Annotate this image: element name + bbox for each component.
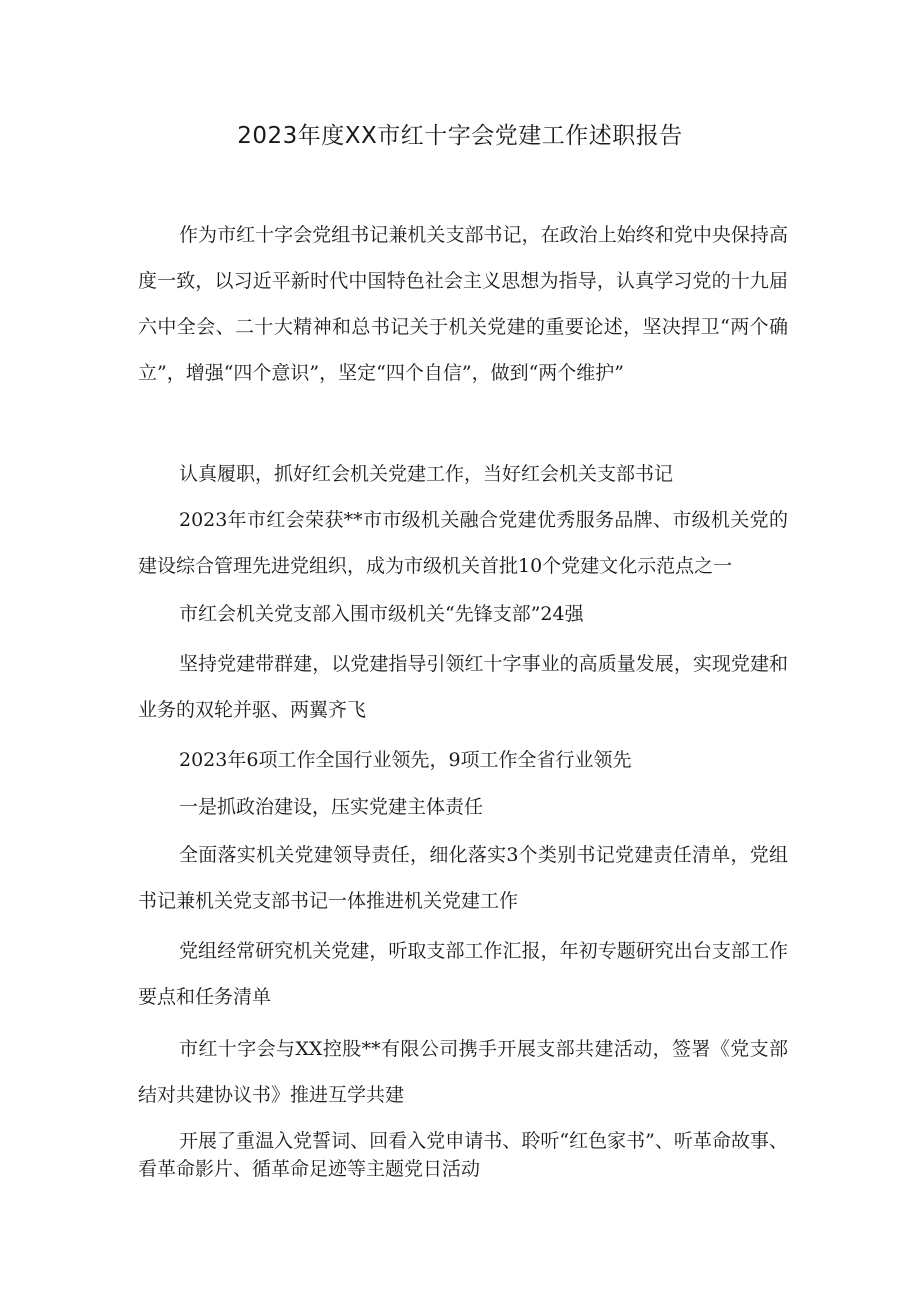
paragraph-4: 市红会机关党支部入围市级机关“先锋支部”24强 — [179, 603, 584, 625]
paragraph-3: 2023年市红会荣获**市市级机关融合党建优秀服务品牌、市级机关党的建设综合管理先进党组织，成为市级机关首批10个党建文化示范点之一 — [138, 509, 788, 577]
paragraph-2: 认真履职，抓好红会机关党建工作，当好红会机关支部书记 — [179, 463, 674, 485]
paragraph-7: 全面落实机关党建领导责任，细化落实3个类别书记党建责任清单，党组书记兼机关党支部书记一体推进机关党建工作 — [138, 844, 788, 912]
document-title: 2023年度XX市红十字会党建工作述职报告 — [237, 123, 683, 149]
section-heading-1: 一是抓政治建设，压实党建主体责任 — [179, 796, 484, 818]
paragraph-9: 市红十字会与XX控股**有限公司携手开展支部共建活动，签署《党支部结对共建协议书》推进互学共建 — [138, 1038, 788, 1106]
paragraph-1: 作为市红十字会党组书记兼机关支部书记，在政治上始终和党中央保持高度一致，以习近平新时代中国特色社会主义思想为指导，认真学习党的十九届六中全会、二十大精神和总书记关于机关党建的重要论述，坚决捍卫“两个确立”，增强“四个意识”，坚定“四个自信”，做到“两个维护” — [138, 224, 788, 384]
paragraph-6: 2023年6项工作全国行业领先，9项工作全省行业领先 — [179, 749, 632, 771]
paragraph-10: 开展了重温入党誓词、回看入党申请书、聆听“红色家书”、听革命故事、看革命影片、循革命足迹等主题党日活动 — [138, 1130, 788, 1180]
paragraph-5: 坚持党建带群建，以党建指导引领红十字事业的高质量发展，实现党建和业务的双轮并驱、两翼齐飞 — [138, 653, 788, 721]
paragraph-8: 党组经常研究机关党建，听取支部工作汇报，年初专题研究出台支部工作要点和任务清单 — [138, 940, 788, 1008]
